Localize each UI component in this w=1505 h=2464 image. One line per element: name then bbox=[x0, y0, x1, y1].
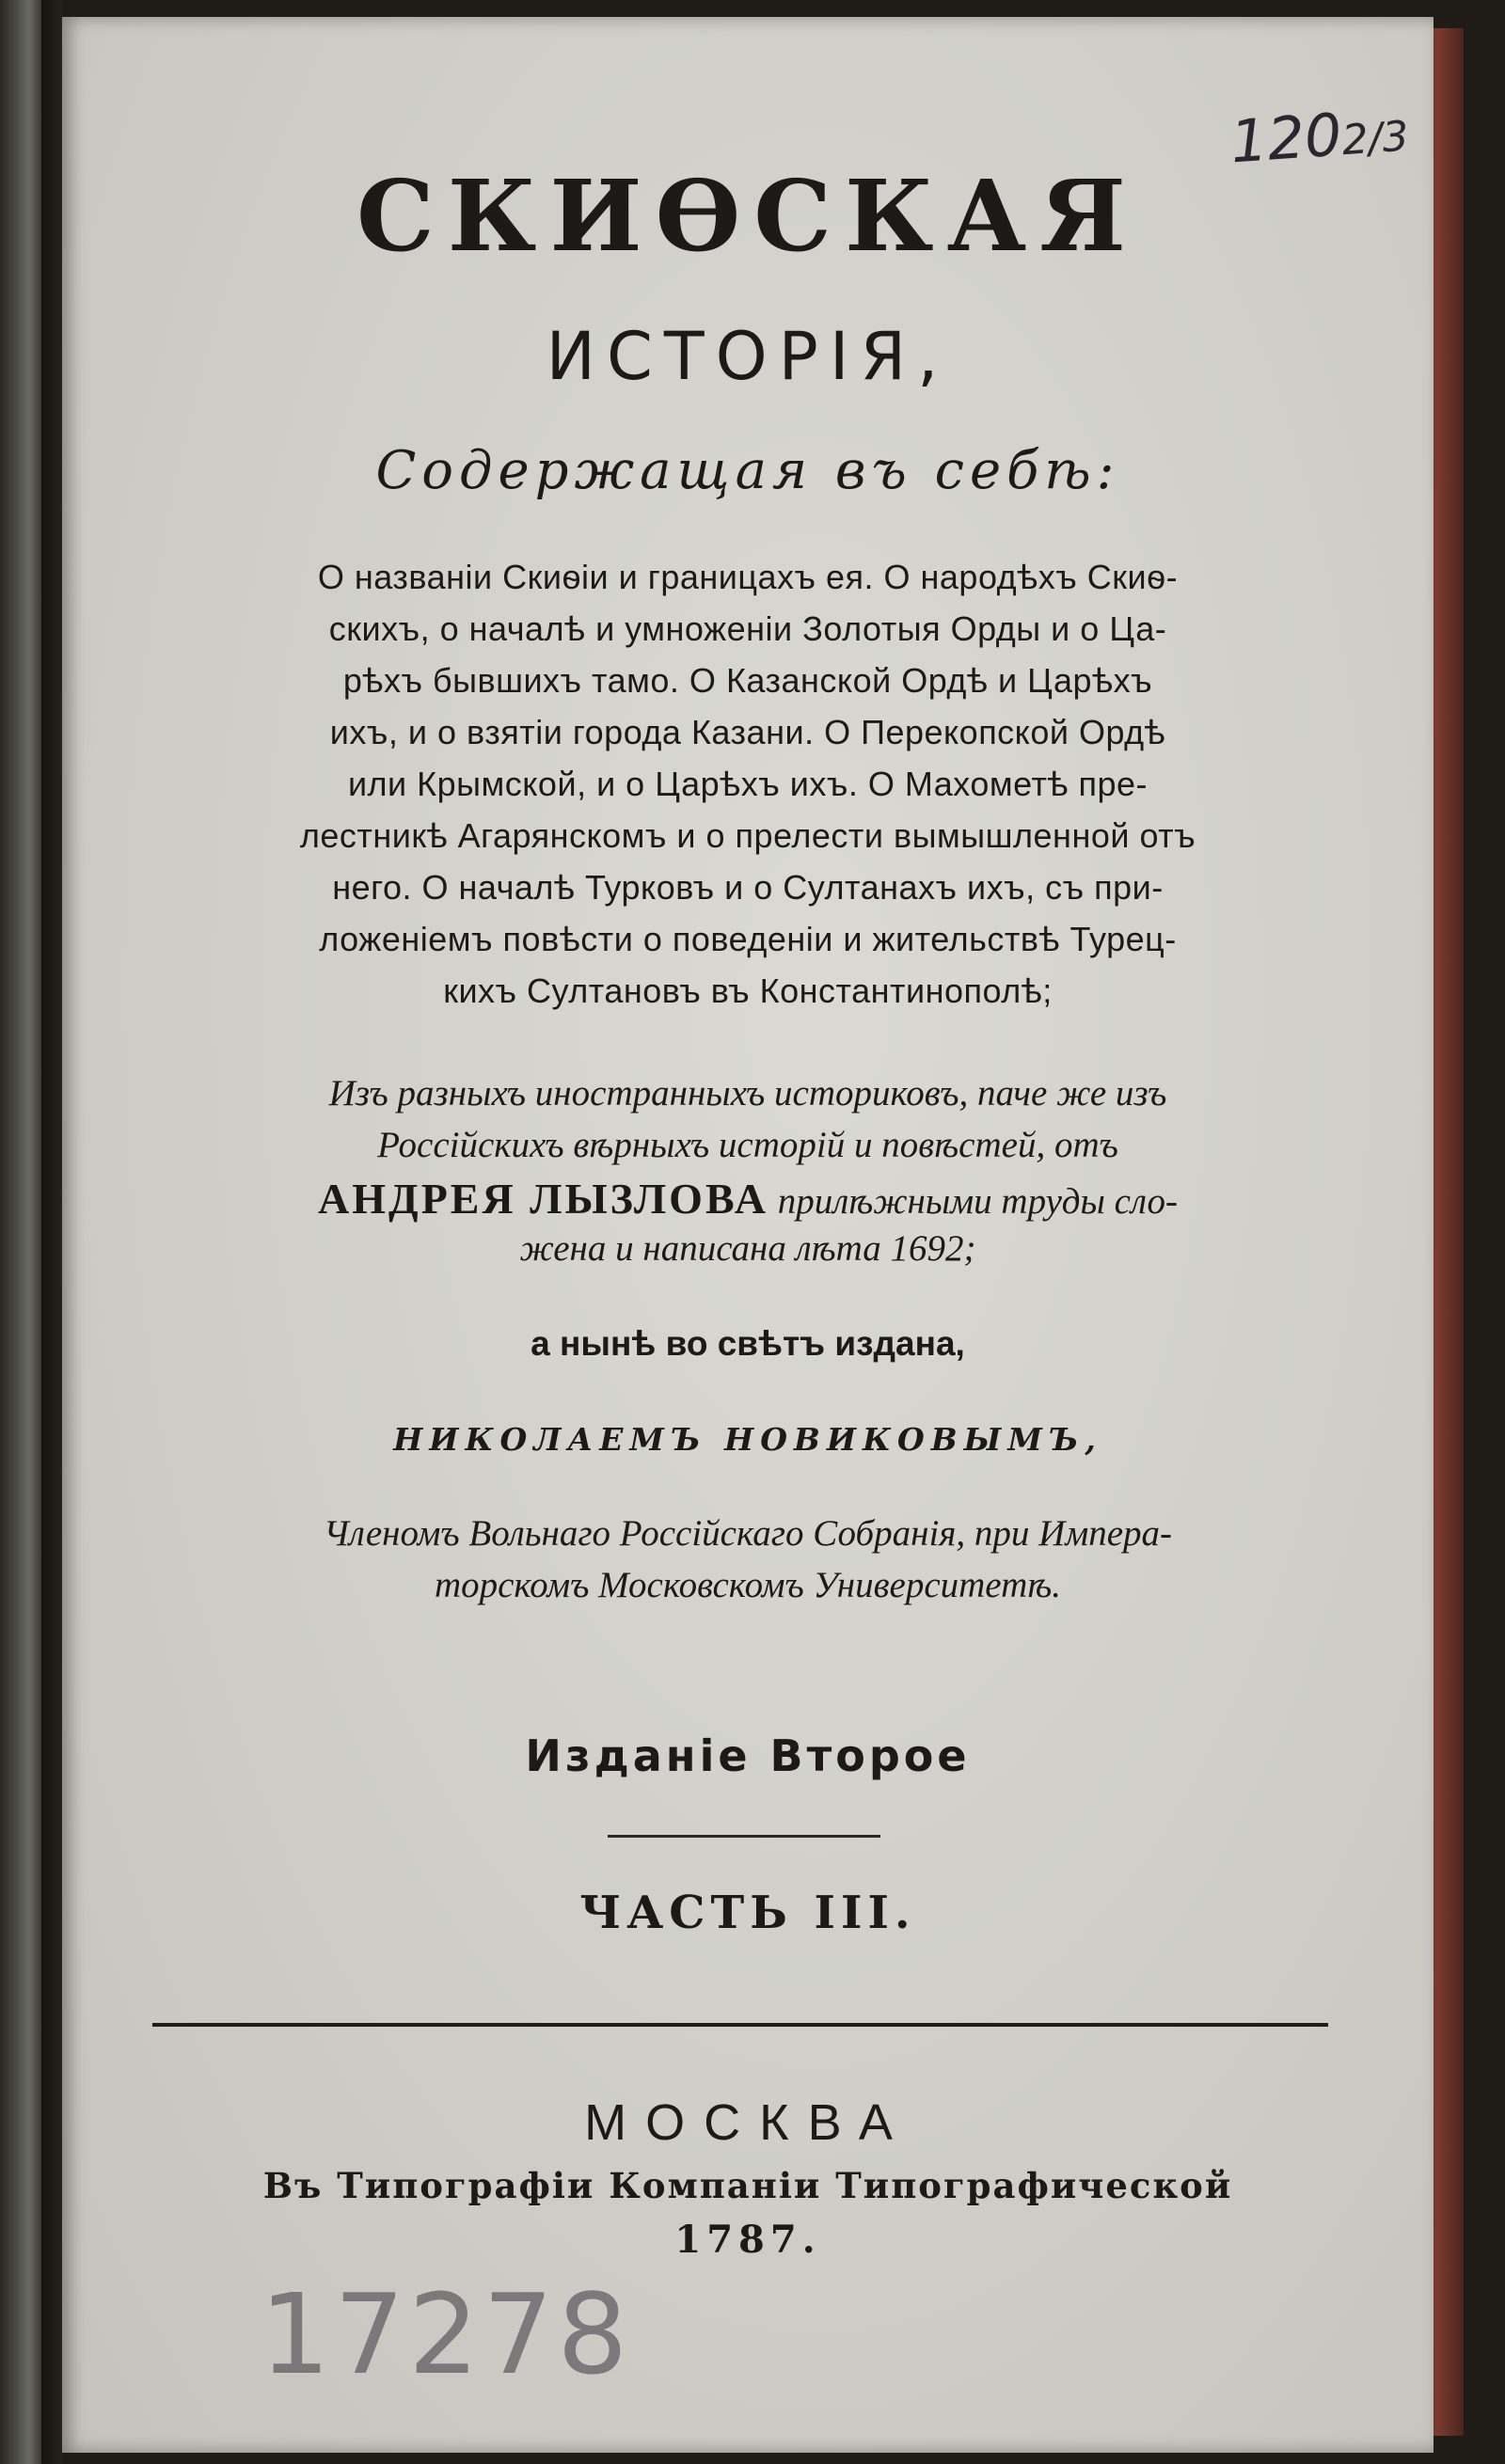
imprint-press: Въ Типографіи Компаніи Типографической bbox=[262, 2165, 1233, 2206]
sources-line-rest: прилѣжными труды сло- bbox=[777, 1181, 1178, 1222]
left-page-edge bbox=[0, 0, 41, 2464]
sources-line: Россійскихъ вѣрныхъ исторій и повѣстей, отъ bbox=[377, 1125, 1118, 1165]
contents-line: О названіи Скиѳіи и границахъ ея. О народѣхъ Скиѳ- bbox=[317, 558, 1179, 596]
divider-short bbox=[608, 1835, 880, 1838]
contents-line: рѣхъ бывшихъ тамо. О Казанской Ордѣ и Царѣхъ bbox=[342, 661, 1153, 700]
contents-line: скихъ, о началѣ и умноженіи Золотыя Орды и о Ца- bbox=[328, 609, 1167, 648]
part-label: ЧАСТЬ III. bbox=[579, 1887, 916, 1939]
author-name: АНДРЕЯ ЛЫЗЛОВА bbox=[318, 1175, 768, 1223]
contents-line: ложеніемъ повѣсти о поведеніи и жительствѣ Турец- bbox=[319, 920, 1177, 958]
sources-line: Изъ разныхъ иностранныхъ историковъ, паче же изъ bbox=[328, 1073, 1167, 1114]
sources-line-author bbox=[62, 1174, 1434, 1224]
handwritten-shelf-mark-top: 1202/3 bbox=[1228, 100, 1411, 177]
book-gutter bbox=[41, 0, 62, 2464]
sources-line: жена и написана лѣта 1692; bbox=[519, 1228, 976, 1269]
book-title: СКИѲСКАЯ bbox=[356, 158, 1140, 274]
contents-line: ихъ, и о взятіи города Казани. О Перекопской Ордѣ bbox=[329, 713, 1166, 751]
affiliation-line: торскомъ Московскомъ Университетѣ. bbox=[434, 1565, 1062, 1605]
contents-line: или Крымской, и о Царѣхъ ихъ. О Махометѣ пре- bbox=[347, 765, 1149, 803]
containing-heading: Содержащая въ себѣ: bbox=[375, 440, 1120, 501]
imprint-year: 1787. bbox=[674, 2218, 821, 2262]
edition-label: Изданіе Второе bbox=[525, 1730, 971, 1781]
book-subtitle: ИСТОРІЯ, bbox=[546, 318, 950, 395]
published-line: а нынѣ во свѣтъ издана, bbox=[531, 1324, 965, 1363]
contents-line: него. О началѣ Турковъ и о Султанахъ ихъ, съ при- bbox=[332, 868, 1164, 907]
title-page bbox=[62, 17, 1434, 2453]
affiliation-line: Членомъ Вольнаго Россійскаго Собранія, при Импера- bbox=[323, 1513, 1173, 1554]
contents-line: лестникѣ Агарянскомъ и о прелести вымышленной отъ bbox=[299, 816, 1196, 855]
imprint-city: МОСКВА bbox=[584, 2094, 911, 2151]
contents-line: кихъ Султановъ въ Константинополѣ; bbox=[443, 971, 1053, 1010]
publisher-name: НИКОЛАЕМЪ НОВИКОВЫМЪ, bbox=[393, 1421, 1102, 1458]
divider-long bbox=[152, 2023, 1328, 2027]
handwritten-shelf-mark-bottom: 17278 bbox=[260, 2269, 632, 2399]
